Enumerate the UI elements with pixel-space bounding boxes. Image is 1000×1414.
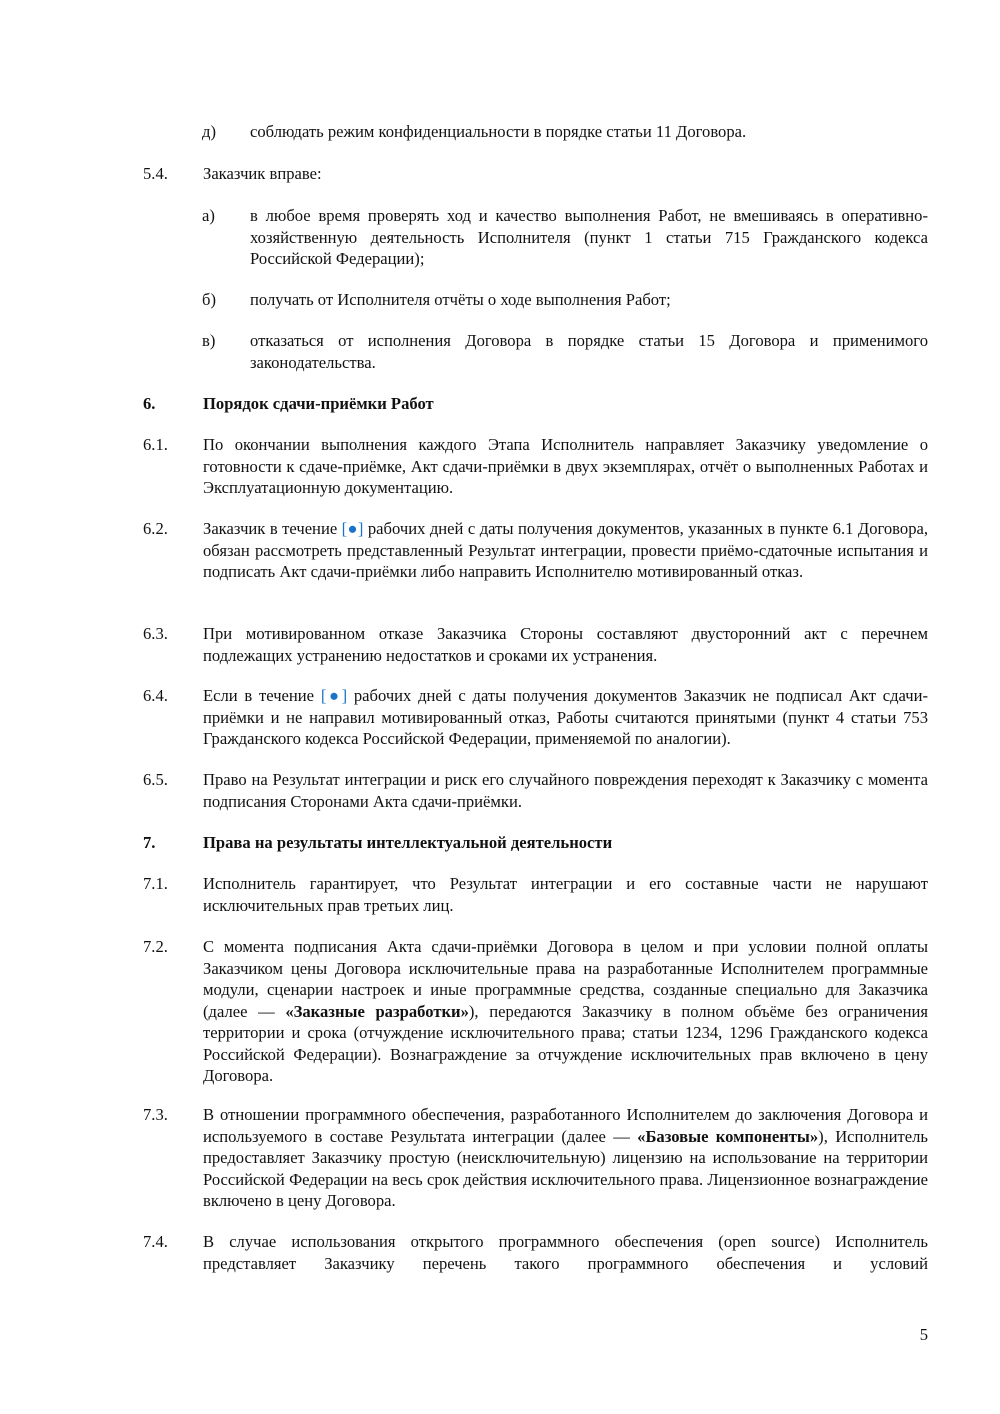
clause-text: В случае использования открытого программного обеспечения (open source) Исполнитель представляет Заказчику перечень такого программного обеспечения и условий	[203, 1232, 928, 1273]
clause-7-3	[143, 1104, 928, 1212]
clause-number: 7.4.	[143, 1232, 168, 1251]
clause-text: Заказчик вправе:	[203, 164, 322, 183]
text-run: Заказчик в течение	[203, 519, 342, 538]
text-run: рабочих дней с даты получения документов, указанных в пункте 6.1 Договора, обязан рассмотреть представленный Результат интеграции, провести приёмо-сдаточные испытания и подписать Акт сдачи-приёмки либо направить Исполнителю мотивированный отказ.	[203, 519, 929, 581]
item-text: в любое время проверять ход и качество выполнения Работ, не вмешиваясь в оперативно-хозяйственную деятельность Исполнителя (пункт 1 статьи 715 Гражданского кодекса Российской Федерации);	[250, 206, 928, 268]
section-7-heading	[143, 832, 928, 854]
list-item-d	[202, 121, 928, 143]
clause-7-2	[143, 936, 928, 1087]
clause-number: 6.4.	[143, 686, 168, 705]
defined-term: «Заказные разработки»	[285, 1001, 469, 1021]
placeholder-field: [●]	[320, 686, 348, 705]
list-item-b	[202, 289, 928, 311]
clause-6-5	[143, 769, 928, 812]
clause-number: 6.1.	[143, 435, 168, 454]
clause-6-3	[143, 623, 928, 666]
placeholder-field: [●]	[341, 519, 364, 538]
item-marker: б)	[202, 290, 216, 309]
clause-number: 6.3.	[143, 624, 168, 643]
text-run: Если в течение	[203, 686, 321, 705]
clause-text	[203, 936, 928, 1087]
clause-number: 7.3.	[143, 1105, 168, 1124]
item-text: отказаться от исполнения Договора в порядке статьи 15 Договора и применимого законодательства.	[250, 331, 928, 372]
clause-6-1	[143, 434, 928, 499]
text-run: ), Исполнитель предоставляет Заказчику простую (неисключительную) лицензию на использование на территории Российской Федерации на весь срок действия исключительного права. Лицензионное вознаграждение включено в цену Договора.	[203, 1126, 929, 1210]
item-marker: а)	[202, 206, 215, 225]
text-run: рабочих дней с даты получения документов Заказчик не подписал Акт сдачи-приёмки и не направил мотивированный отказ, Работы считаются принятыми (пункт 4 статьи 753 Гражданского кодекса Российской Федерации, применяемой по аналогии).	[203, 686, 929, 748]
clause-5-4	[143, 163, 928, 185]
list-item-a	[202, 205, 928, 270]
list-item-v	[202, 330, 928, 373]
item-text: соблюдать режим конфиденциальности в порядке статьи 11 Договора.	[250, 122, 747, 141]
item-text: получать от Исполнителя отчёты о ходе выполнения Работ;	[250, 290, 671, 309]
clause-6-4	[143, 685, 928, 750]
clause-text: По окончании выполнения каждого Этапа Исполнитель направляет Заказчику уведомление о готовности к сдаче-приёмке, Акт сдачи-приёмки в двух экземплярах, отчёт о выполненных Работах и Эксплуатационную документацию.	[203, 435, 928, 497]
clause-text: Право на Результат интеграции и риск его случайного повреждения переходят к Заказчику с момента подписания Сторонами Акта сдачи-приёмки.	[203, 770, 928, 811]
item-marker: в)	[202, 331, 216, 350]
clause-number: 6.2.	[143, 519, 168, 538]
clause-text	[203, 1104, 928, 1212]
section-number: 7.	[143, 833, 156, 852]
clause-text: При мотивированном отказе Заказчика Стороны составляют двусторонний акт с перечнем подлежащих устранению недостатков и сроками их устранения.	[203, 624, 928, 665]
clause-text	[203, 518, 928, 583]
section-title: Порядок сдачи-приёмки Работ	[203, 394, 434, 413]
defined-term: «Базовые компоненты»	[637, 1126, 819, 1146]
clause-text	[203, 685, 928, 750]
section-title: Права на результаты интеллектуальной деятельности	[203, 833, 613, 852]
clause-number: 5.4.	[143, 164, 168, 183]
clause-text: Исполнитель гарантирует, что Результат интеграции и его составные части не нарушают исключительных прав третьих лиц.	[203, 874, 928, 915]
section-6-heading	[143, 393, 928, 415]
clause-number: 6.5.	[143, 770, 168, 789]
text-run: ), передаются Заказчику в полном объёме без ограничения территории и срока (отчуждение исключительного права; статьи 1234, 1296 Гражданского кодекса Российской Федерации). Вознаграждение за отчуждение исключительных прав включено в цену Договора.	[203, 1001, 928, 1085]
clause-number: 7.2.	[143, 937, 168, 956]
clause-7-1	[143, 873, 928, 916]
item-marker: д)	[202, 122, 216, 141]
section-number: 6.	[143, 394, 156, 413]
clause-number: 7.1.	[143, 874, 168, 893]
page-number: 5	[919, 1325, 928, 1344]
clause-7-4	[143, 1231, 928, 1274]
text-run: В отношении программного обеспечения, разработанного Исполнителем до заключения Договора и используемого в составе Результата интеграции (далее —	[203, 1105, 928, 1146]
clause-6-2	[143, 518, 928, 583]
text-run: С момента подписания Акта сдачи-приёмки Договора в целом и при условии полной оплаты Заказчиком цены Договора исключительные права на разработанные Исполнителем программные модули, сценарии настроек и иные программные средства, созданные специально для Заказчика (далее —	[203, 937, 928, 1021]
